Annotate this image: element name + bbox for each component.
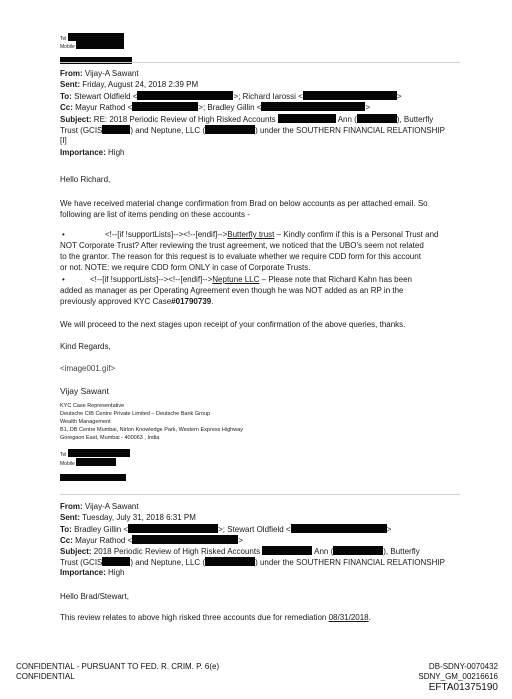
- email1-cc: Cc: Mayur Rathod < >; Bradley Gillin < >: [60, 103, 371, 112]
- redaction: [132, 102, 198, 111]
- bullet1-line1: <!--[if !supportLists]--><!--[endif]-->Butterfly trust – Kindly confirm if this is a Personal Trust and: [105, 230, 439, 239]
- email2-from: From: Vijay-A Sawant: [60, 502, 139, 511]
- redaction: [128, 524, 218, 533]
- email1-image-placeholder[interactable]: <image001.gif>: [60, 364, 116, 373]
- email2-importance: Importance: High: [60, 568, 125, 577]
- footer-bates-sdny: SDNY_GM_00216616: [418, 672, 498, 681]
- butterfly-trust-link[interactable]: Butterfly trust: [227, 230, 275, 239]
- bullet2-line1: <!--[if !supportLists]--><!--[endif]-->Neptune LLC – Please note that Richard Kahn has been: [90, 275, 412, 284]
- redaction: [76, 41, 124, 49]
- bullet-marker: •: [62, 230, 65, 239]
- redaction: [291, 524, 387, 533]
- email1-p1-line1: We have received material change confirmation from Brad on below accounts as per attached email. So: [60, 199, 428, 208]
- redaction: [60, 474, 126, 481]
- bullet1-line2: NOT Corporate Trust? After reviewing the trust agreement, we noticed that the UBO's seem not related: [60, 241, 424, 250]
- redaction: [333, 546, 383, 555]
- redaction: [68, 33, 124, 41]
- email1-subject: Subject: RE: 2018 Periodic Review of High Risked Accounts Ann ( ), Butterfly: [60, 115, 434, 124]
- redaction: [68, 449, 130, 457]
- redaction: [76, 458, 116, 466]
- redaction: [205, 125, 255, 134]
- redaction: [137, 91, 233, 100]
- bullet-marker: •: [62, 275, 65, 284]
- redaction: [303, 91, 397, 100]
- email2-subject-line2: Trust (GCIS ) and Neptune, LLC ( ) under the SOUTHERN FINANCIAL RELATIONSHIP: [60, 558, 445, 567]
- top-redaction-block: [60, 50, 132, 68]
- bullet2-line3: previously approved KYC Case#01790739.: [60, 297, 214, 306]
- signature-redaction-block: [60, 467, 126, 485]
- bullet1-line3: to the grantor. The reason for this request is to evaluate whether we require CDD form for this account: [60, 252, 421, 261]
- signature-mobile-line: Mobile: [60, 458, 116, 468]
- signature-tel-line: Tel: [60, 449, 130, 459]
- email2-to: To: Bradley Gillin < >; Stewart Oldfield < >: [60, 525, 392, 534]
- redaction: [357, 114, 397, 123]
- signature-address1: B1, DB Centre Mumbai, Nirlon Knowledge Park, Western Express Highway: [60, 427, 244, 433]
- signature-name: Vijay Sawant: [60, 386, 109, 396]
- redaction: [205, 557, 255, 566]
- redaction: [261, 102, 365, 111]
- footer-confidential-line2: CONFIDENTIAL: [16, 672, 75, 681]
- bullet1-line4: or not. NOTE: we require CDD form ONLY in case of Corporate Trusts.: [60, 263, 311, 272]
- bullet2-line2: added as manager as per Operating Agreement even though he was NOT added as an RP in the: [60, 286, 404, 295]
- redaction: [278, 114, 336, 123]
- email2-subject: Subject: 2018 Periodic Review of High Risked Accounts Ann ( ), Butterfly: [60, 547, 420, 556]
- kyc-case-number: #01790739: [171, 297, 212, 306]
- mobile-label: Mobile: [60, 44, 75, 50]
- tel-label: Tel: [60, 36, 67, 42]
- redaction: [132, 535, 238, 544]
- email1-sent: Sent: Friday, August 24, 2018 2:39 PM: [60, 80, 199, 89]
- email1-subject-line3: [I]: [60, 136, 67, 145]
- email1-closing: Kind Regards,: [60, 342, 111, 351]
- redaction: [102, 125, 130, 134]
- signature-address2: Goregaon East, Mumbai - 400063 , India: [60, 435, 160, 441]
- redaction: [102, 557, 130, 566]
- email1-p2: We will proceed to the next stages upon receipt of your confirmation of the above queries, thanks.: [60, 320, 406, 329]
- email1-importance: Importance: High: [60, 148, 125, 157]
- email1-from: From: Vijay-A Sawant: [60, 69, 139, 78]
- email1-p1-line2: following are list of items pending on these accounts -: [60, 210, 250, 219]
- email-separator: [60, 494, 460, 495]
- redaction: [262, 546, 312, 555]
- footer-confidential-line1: CONFIDENTIAL - PURSUANT TO FED. R. CRIM. P. 6(e): [16, 662, 220, 671]
- email1-greeting: Hello Richard,: [60, 175, 111, 184]
- email2-cc: Cc: Mayur Rathod < >: [60, 536, 243, 545]
- email2-body: This review relates to above high risked three accounts due for remediation 08/31/2018.: [60, 613, 371, 622]
- footer-bates-db: DB-SDNY-0070432: [428, 662, 498, 671]
- remediation-date: 08/31/2018: [328, 613, 369, 622]
- signature-title: KYC Case Representative: [60, 403, 125, 409]
- email1-subject-line2: Trust (GCIS ) and Neptune, LLC ( ) under the SOUTHERN FINANCIAL RELATIONSHIP: [60, 126, 445, 135]
- signature-division: Wealth Management: [60, 419, 111, 425]
- email1-to: To: Stewart Oldfield < >; Richard Iarossi < >: [60, 92, 402, 101]
- footer-bates-efta: EFTA01375190: [428, 682, 498, 693]
- neptune-llc-link[interactable]: Neptune LLC: [212, 275, 260, 284]
- email2-sent: Sent: Tuesday, July 31, 2018 6:31 PM: [60, 513, 196, 522]
- signature-company: Deutsche CIB Centre Private Limited – Deutsche Bank Group: [60, 411, 211, 417]
- header-separator: [60, 62, 460, 63]
- email2-greeting: Hello Brad/Stewart,: [60, 592, 129, 601]
